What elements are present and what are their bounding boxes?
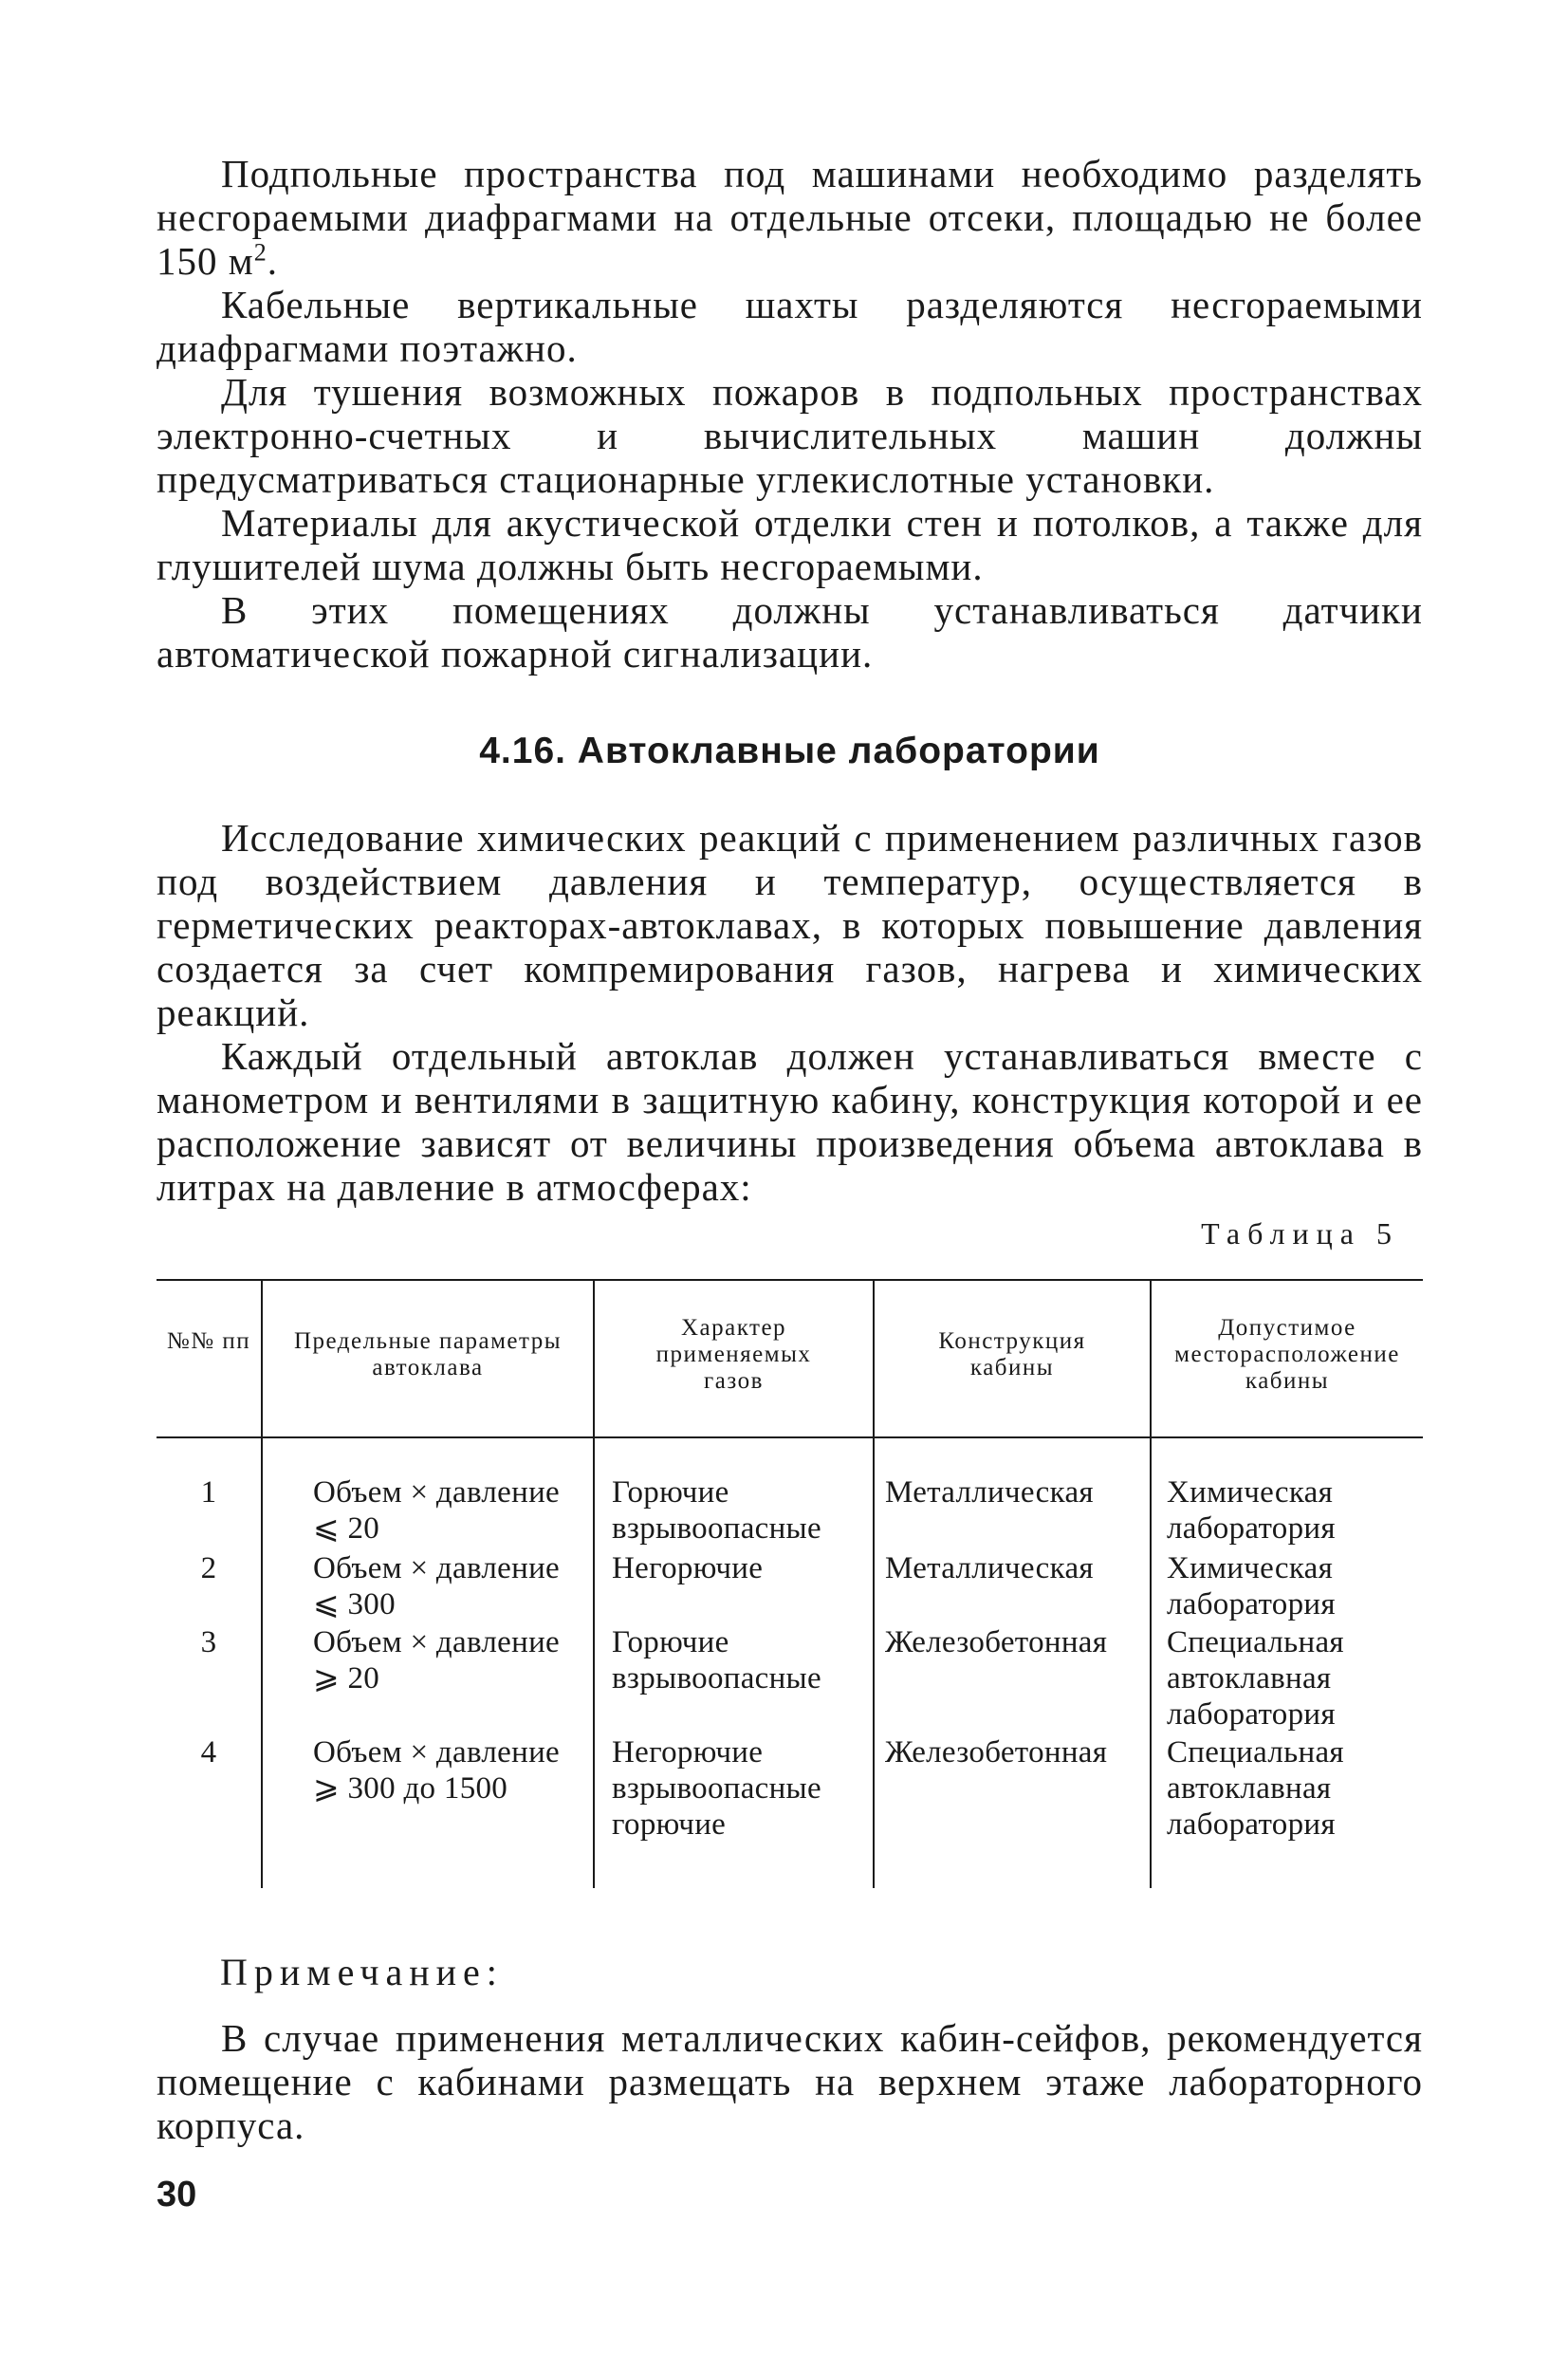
- row-4-num: 4: [200, 1735, 217, 1769]
- note-title: Примечание:: [220, 1951, 504, 1993]
- row-1-construction: Металлическая: [885, 1475, 1094, 1510]
- header-location: Допустимое месторасположение кабины: [1174, 1315, 1400, 1394]
- row-4-location: Специальная автоклавная лаборатория: [1167, 1735, 1344, 1842]
- paragraph-acoustic-materials: [157, 501, 1423, 588]
- row-1-gases: Горючие взрывоопасные: [612, 1475, 821, 1546]
- row-2-location: Химическая лаборатория: [1167, 1551, 1336, 1621]
- paragraph-fire-extinguishing: [157, 370, 1423, 501]
- paragraph-research: [157, 816, 1423, 1034]
- row-3-construction: Железобетонная: [885, 1625, 1108, 1659]
- table-top-rule: [157, 1279, 1423, 1281]
- paragraph-cable-shafts: [157, 283, 1423, 370]
- autoclave-table: [157, 1279, 1423, 1888]
- row-3-num: 3: [200, 1625, 217, 1659]
- paragraph-acoustic-materials-text: Материалы для акустической отделки стен и потолков, а также для глушителей шума должны быть несгораемыми.: [157, 501, 1423, 588]
- row-4-construction: Железобетонная: [885, 1735, 1108, 1769]
- header-construction: Конструкция кабины: [938, 1328, 1086, 1380]
- header-num: №№ пп: [166, 1328, 251, 1354]
- header-gases: Характер применяемых газов: [655, 1315, 812, 1394]
- page-number: 30: [157, 2175, 197, 2214]
- paragraph-research-text: Исследование химических реакций с применением различных газов под воздействием давления и температур, осуществляется в герметических реакторах-автоклавах, в которых повышение давления создается за счет компремирования газов, нагрева и химических реакций.: [157, 816, 1423, 1034]
- superscript-2: 2: [253, 238, 267, 267]
- paragraph-fire-alarm: [157, 588, 1423, 676]
- section-heading: 4.16. Автоклавные лаборатории: [479, 731, 1100, 771]
- row-3-gases: Горючие взрывоопасные: [612, 1625, 821, 1695]
- header-params: Предельные параметры автоклава: [293, 1328, 563, 1380]
- row-4-gases: Негорючие взрывоопасные горючие: [612, 1735, 821, 1842]
- paragraph-fire-extinguishing-text: Для тушения возможных пожаров в подпольных пространствах электронно-счетных и вычислительных машин должны предусматриваться стационарные углекислотные установки.: [157, 370, 1423, 501]
- row-2-gases: Негорючие: [612, 1551, 764, 1585]
- paragraph-underfloor: [157, 152, 1423, 283]
- row-2-num: 2: [200, 1551, 217, 1585]
- row-1-params: Объем × давление ⩽ 20: [313, 1475, 560, 1546]
- row-4-params: Объем × давление ⩾ 300 до 1500: [313, 1735, 560, 1806]
- table-header-rule: [157, 1436, 1423, 1438]
- paragraph-underfloor-text: Подпольные пространства под машинами необходимо разделять несгораемыми диафрагмами на отдельные отсеки, площадью не более 150 м: [157, 152, 1423, 283]
- row-3-location: Специальная автоклавная лаборатория: [1167, 1625, 1344, 1732]
- paragraph-cable-shafts-text: Кабельные вертикальные шахты разделяются несгораемыми диафрагмами поэтажно.: [157, 283, 1423, 370]
- row-1-location: Химическая лаборатория: [1167, 1475, 1336, 1546]
- row-2-construction: Металлическая: [885, 1551, 1094, 1585]
- period: .: [267, 239, 278, 283]
- note-paragraph: [157, 2016, 1423, 2147]
- row-1-num: 1: [200, 1475, 217, 1510]
- paragraph-fire-alarm-text: В этих помещениях должны устанавливаться датчики автоматической пожарной сигнализации.: [157, 588, 1423, 676]
- paragraph-autoclave: [157, 1034, 1423, 1209]
- note-paragraph-text: В случае применения металлических кабин-сейфов, рекомендуется помещение с кабинами размещать на верхнем этаже лабораторного корпуса.: [157, 2016, 1423, 2147]
- paragraph-autoclave-text: Каждый отдельный автоклав должен устанавливаться вместе с манометром и вентилями в защитную кабину, конструкция которой и ее расположение зависят от величины произведения объема автоклава в литрах на давление в атмосферах:: [157, 1034, 1423, 1209]
- row-3-params: Объем × давление ⩾ 20: [313, 1625, 560, 1695]
- table-caption: Таблица 5: [1201, 1216, 1399, 1251]
- row-2-params: Объем × давление ⩽ 300: [313, 1551, 560, 1621]
